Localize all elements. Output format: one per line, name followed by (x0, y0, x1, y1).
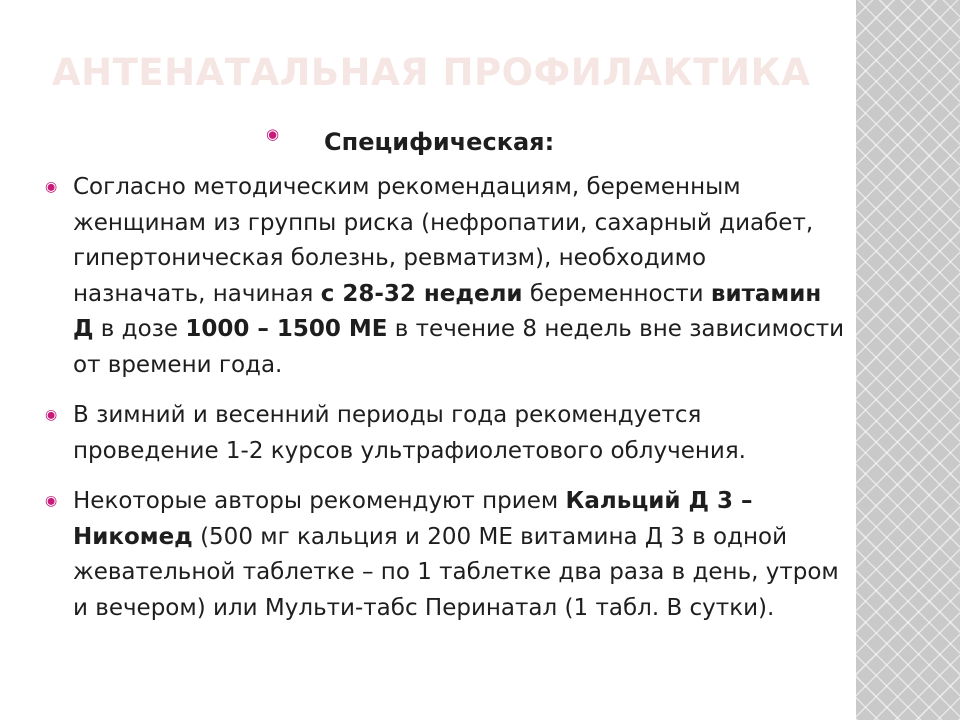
emphasis-text: Кальций Д 3 – Никомед (73, 488, 753, 550)
list-item (45, 398, 845, 469)
list-item (45, 484, 845, 626)
body-text: беременности (522, 280, 711, 307)
emphasis-text: витамин Д (73, 280, 822, 342)
circled-dot-bullet-icon: ◉ (266, 125, 280, 143)
circled-dot-bullet-icon: ◉ (45, 493, 58, 509)
body-text: В зимний и весенний периоды года рекомендуется проведение 1-2 курсов ультрафиолетового облучения. (73, 402, 746, 464)
body-text: в дозе (93, 316, 186, 342)
body-text: Некоторые авторы рекомендуют прием (73, 488, 566, 514)
body-text: (500 мг кальция и 200 МЕ витамина Д 3 в одной жевательной таблетке – по 1 таблетке два раза в день, утром и вечером) или Мульти-табс Перинатал (1 табл. В сутки). (73, 523, 839, 621)
emphasis-text: с 28-32 недели (320, 280, 523, 307)
emphasis-text: 1000 – 1500 МЕ (185, 316, 388, 342)
decorative-side-band (856, 0, 960, 720)
slide-title: АНТЕНАТАЛЬНАЯ ПРОФИЛАКТИКА (52, 51, 811, 94)
list-item-text (73, 174, 844, 378)
list-item-text (73, 402, 746, 464)
list-item (45, 170, 845, 383)
body-text: в течение 8 недель вне зависимости от времени года. (73, 316, 845, 378)
circled-dot-bullet-icon: ◉ (45, 179, 58, 195)
body-text: Согласно методическим рекомендациям, беременным женщинам из группы риска (нефропатии, сахарный диабет, гипертоническая болезнь, ревматизм), необходимо назначать, начиная (73, 174, 814, 307)
circled-dot-bullet-icon: ◉ (45, 407, 58, 423)
bullet-list (45, 170, 845, 641)
list-item-text (73, 488, 839, 621)
slide-subtitle: Специфическая: (324, 128, 555, 156)
